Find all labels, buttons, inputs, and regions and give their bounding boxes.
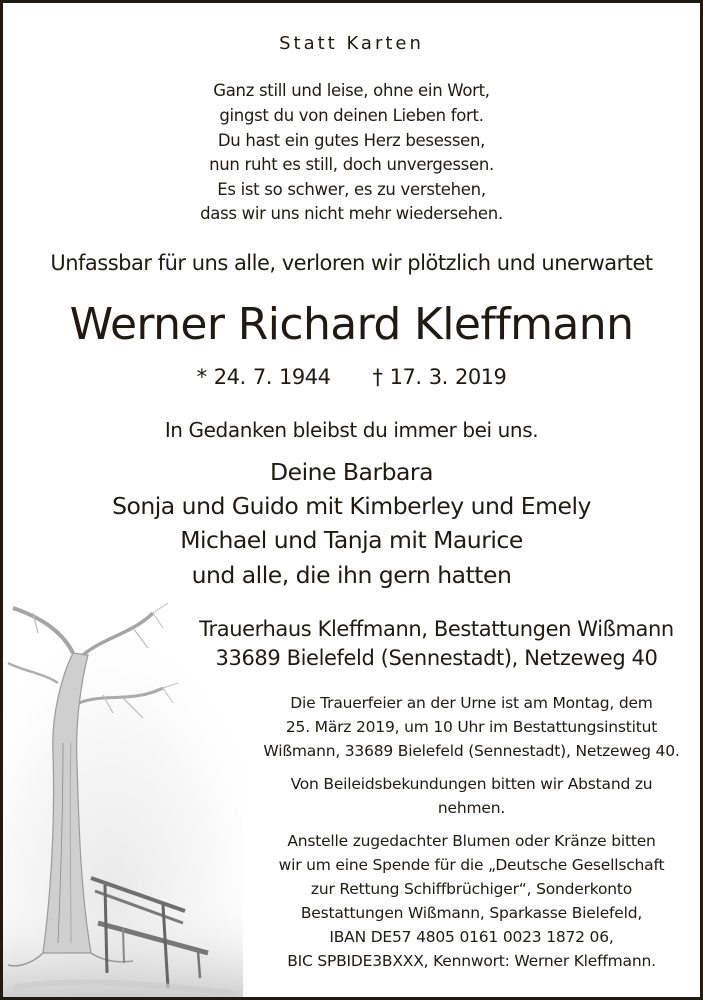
poem-line: dass wir uns nicht mehr wiedersehen.: [200, 204, 503, 223]
poem-line: gingst du von deinen Lieben fort.: [219, 106, 484, 125]
address-line: Trauerhaus Kleffmann, Bestattungen Wißmann: [199, 617, 674, 641]
condolence-line: Von Beileidsbekundungen bitten wir Abstand zu: [290, 775, 653, 793]
death-date: † 17. 3. 2019: [372, 365, 507, 389]
poem-line: Es ist so schwer, es zu verstehen,: [217, 180, 486, 199]
deceased-name: Werner Richard Kleffmann: [69, 299, 634, 350]
ceremony-line: Die Trauerfeier an der Urne ist am Montag, dem: [290, 694, 653, 712]
poem-line: Du hast ein gutes Herz besessen,: [217, 131, 486, 150]
family-line: Sonja und Guido mit Kimberley und Emely: [112, 492, 591, 520]
ceremony-line: 25. März 2019, um 10 Uhr im Bestattungsinstitut: [285, 718, 658, 736]
ceremony-line: Wißmann, 33689 Bielefeld (Sennestadt), Netzeweg 40.: [263, 742, 680, 760]
address-line: 33689 Bielefeld (Sennestadt), Netzeweg 40: [215, 646, 658, 670]
life-dates: [3, 365, 700, 389]
donation-line: BIC SPBIDE3BXXX, Kennwort: Werner Kleffmann.: [287, 952, 656, 970]
poem-line: nun ruht es still, doch unvergessen.: [209, 155, 494, 174]
donation-line: IBAN DE57 4805 0161 0023 1872 06,: [329, 928, 614, 946]
family-line: Deine Barbara: [270, 458, 433, 486]
family-line: Michael und Tanja mit Maurice: [180, 526, 523, 554]
donation-line: Bestattungen Wißmann, Sparkasse Bielefeld,: [300, 904, 643, 922]
donation-line: wir um eine Spende für die „Deutsche Gesellschaft: [278, 856, 665, 874]
memorial-phrase: In Gedanken bleibst du immer bei uns.: [164, 418, 539, 442]
donation-line: Anstelle zugedachter Blumen oder Kränze bitten: [287, 832, 656, 850]
intro-text: Unfassbar für uns alle, verloren wir plötzlich und unerwartet: [50, 251, 653, 275]
poem-line: Ganz still und leise, ohne ein Wort,: [213, 81, 490, 100]
header-title: Statt Karten: [279, 33, 424, 54]
birth-date: * 24. 7. 1944: [196, 365, 331, 389]
donation-line: zur Rettung Schiffbrüchiger“, Sonderkonto: [310, 880, 633, 898]
condolence-line: nehmen.: [437, 799, 506, 817]
family-line: und alle, die ihn gern hatten: [191, 561, 512, 589]
